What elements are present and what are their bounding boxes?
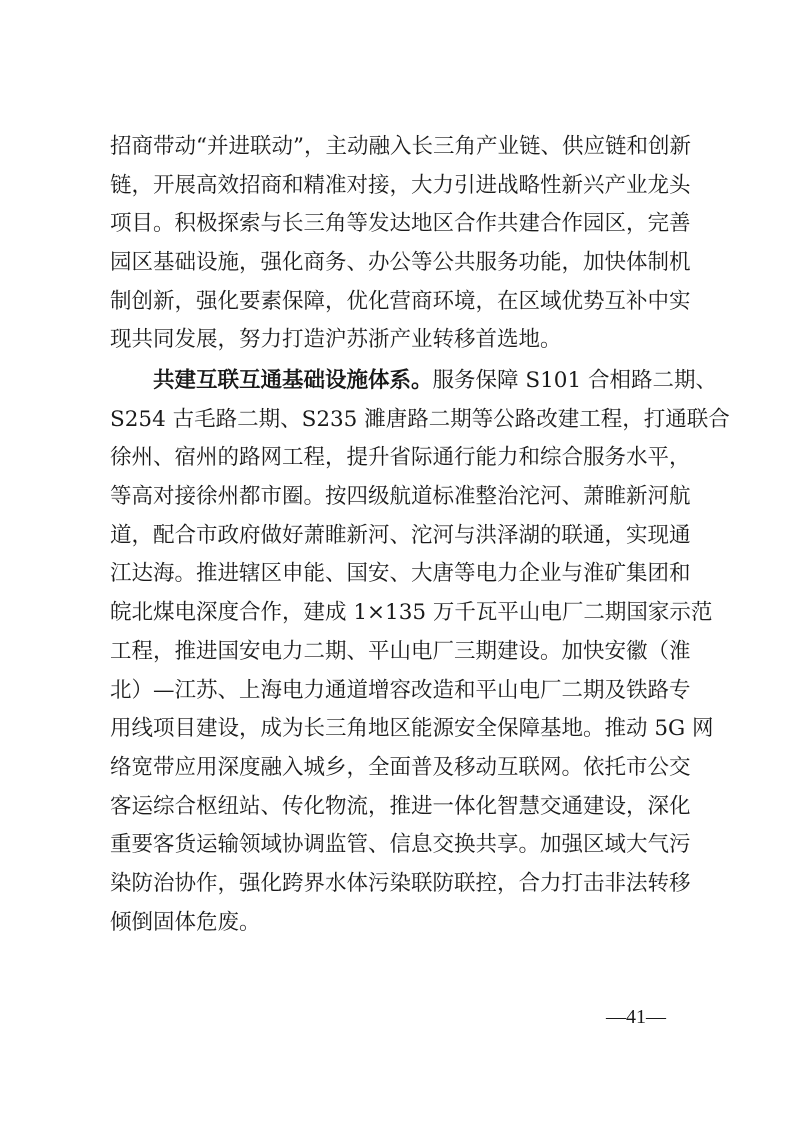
paragraph-line: 制创新，强化要素保障，优化营商环境，在区域优势互补中实: [110, 288, 691, 314]
paragraph-2: [110, 362, 730, 942]
paragraph-1: [110, 128, 691, 360]
paragraph-line: 招商带动“并进联动”，主动融入长三角产业链、供应链和创新: [110, 134, 691, 159]
paragraph-first-line-text: 服务保障 S101 合相路二期、: [432, 368, 717, 393]
paragraph-line: 链，开展高效招商和精准对接，大力引进战略性新兴产业龙头: [110, 172, 691, 198]
paragraph-line: 现共同发展，努力打造沪苏浙产业转移首选地。: [110, 327, 562, 353]
paragraph-line: 工程，推进国安电力二期、平山电厂三期建设。加快安徽（淮: [110, 638, 691, 664]
paragraph-line: 江达海。推进辖区申能、国安、大唐等电力企业与淮矿集团和: [110, 561, 691, 587]
paragraph-line: 徐州、宿州的路网工程，提升省际通行能力和综合服务水平，: [110, 445, 691, 471]
paragraph-line: S254 古毛路二期、S235 濉唐路二期等公路改建工程，打通联合: [110, 406, 730, 432]
page-number: —41—: [606, 1006, 666, 1028]
paragraph-line: 络宽带应用深度融入城乡，全面普及移动互联网。依托市公交: [110, 754, 691, 780]
paragraph-line: 等高对接徐州都市圈。按四级航道标准整治沱河、萧睢新河航: [110, 484, 691, 510]
paragraph-line: 皖北煤电深度合作，建成 1×135 万千瓦平山电厂二期国家示范: [110, 600, 713, 626]
paragraph-line: 北）—江苏、上海电力通道增容改造和平山电厂二期及铁路专: [110, 677, 691, 703]
paragraph-line: 染防治协作，强化跨界水体污染联防联控，合力打击非法转移: [110, 870, 691, 896]
paragraph-line: 客运综合枢纽站、传化物流，推进一体化智慧交通建设，深化: [110, 793, 691, 819]
paragraph-line: 倾倒固体危废。: [110, 909, 261, 935]
paragraph-line: 道，配合市政府做好萧睢新河、沱河与洪泽湖的联通，实现通: [110, 522, 691, 548]
paragraph-line: 重要客货运输领域协调监管、信息交换共享。加强区域大气污: [110, 832, 691, 858]
paragraph-line: 用线项目建设，成为长三角地区能源安全保障基地。推动 5G 网: [110, 716, 714, 742]
paragraph-heading: 共建互联互通基础设施体系。: [153, 368, 433, 393]
paragraph-line: 园区基础设施，强化商务、办公等公共服务功能，加快体制机: [110, 250, 691, 276]
paragraph-line: 项目。积极探索与长三角等发达地区合作共建合作园区，完善: [110, 211, 691, 237]
paragraph-first-line: [110, 362, 717, 401]
